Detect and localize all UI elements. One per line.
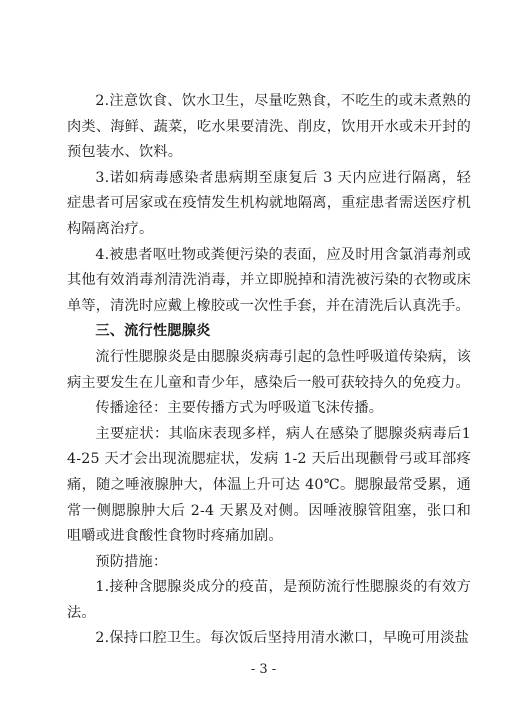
page-number: - 3 - [250,662,277,677]
paragraph-diet-hygiene: 2.注意饮食、饮水卫生，尽量吃熟食，不吃生的或未煮熟的肉类、海鲜、蔬菜，吃水果要清洗、削皮，饮用开水或未开封的预包装水、饮料。 [67,93,471,161]
paragraph-oral-hygiene: 2.保持口腔卫生。每次饭后坚持用清水漱口，早晚可用淡盐 [95,630,470,647]
paragraph-isolation: 3.诺如病毒感染者患病期至康复后 3 天内应进行隔离，轻症患者可居家或在疫情发生机构就地隔离，重症患者需送医疗机构隔离治疗。 [67,169,471,237]
paragraph-mumps-intro: 流行性腮腺炎是由腮腺炎病毒引起的急性呼吸道传染病，该病主要发生在儿童和青少年，感染后一般可获较持久的免疫力。 [67,348,471,391]
paragraph-disinfection: 4.被患者呕吐物或粪便污染的表面，应及时用含氯消毒剂或其他有效消毒剂清洗消毒，并立即脱掉和清洗被污染的衣物或床单等，清洗时应戴上橡胶或一次性手套，并在清洗后认真洗手。 [67,246,471,314]
document-body [67,89,471,652]
paragraph-symptoms: 主要症状：其临床表现多样，病人在感染了腮腺炎病毒后14-25 天才会出现流腮症状，发病 1-2 天后出现颧骨弓或耳部疼痛，随之唾液腺肿大，体温上升可达 40℃。腮腺最常受累，通常一侧腮腺肿大后 2-4 天累及对侧。因唾液腺管阻塞，张口和咀嚼或进食酸性食物时疼痛加剧。 [67,425,471,545]
section-heading-mumps: 三、流行性腮腺炎 [95,323,211,340]
paragraph-vaccination: 1.接种含腮腺炎成分的疫苗，是预防流行性腮腺炎的有效方法。 [67,579,471,621]
paragraph-transmission: 传播途径：主要传播方式为呼吸道飞沫传播。 [95,400,384,417]
paragraph-prevention-label: 预防措施： [95,553,168,570]
